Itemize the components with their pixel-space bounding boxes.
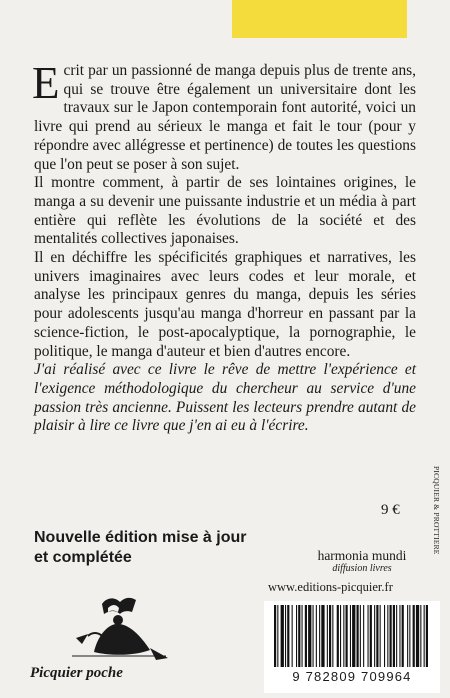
publisher-website: www.editions-picquier.fr [268, 580, 393, 594]
distributor-subtitle: diffusion livres [332, 563, 392, 574]
edition-note [34, 528, 274, 568]
distributor-name: harmonia mundi [317, 548, 407, 563]
paragraph-1 [32, 58, 416, 174]
paragraph-3: Il en déchiffre les spécificités graphiques et narratives, les univers imaginaires avec leurs codes et leur morale, et analyse les principaux genres du manga, depuis les séries pour adolescents jusqu'au manga d'horreur en passant par la science-fiction, le post-apocalyptique, la pornographie, le politique, le manga d'auteur et bien d'autres encore. [34, 249, 416, 360]
author-quote: J'ai réalisé avec ce livre le rêve de mettre l'expérience et l'exigence méthodologique du chercheur au service d'une passion très ancienne. Puissent les lecteurs prendre autant de plaisir à lire ce livre que j'en ai eu à l'écrire. [34, 361, 416, 435]
publisher-vertical-logo: PICQUIER & PROTTIERE [432, 466, 441, 555]
barcode-icon [270, 605, 434, 669]
back-cover-description [32, 58, 416, 436]
price-label: 9 € [381, 502, 400, 518]
edition-note-line-1: Nouvelle édition mise à jour [34, 529, 247, 546]
edition-note-line-2: et complétée [34, 549, 132, 566]
series-name: Picquier poche [30, 665, 123, 681]
isbn-digits: 9 782809 709964 [292, 669, 412, 684]
isbn-barcode [264, 601, 440, 693]
reading-figure-logo-icon [58, 582, 180, 662]
distributor-logo [302, 548, 422, 574]
paragraph-2: Il montre comment, à partir de ses lointaines origines, le manga a su devenir une puissante industrie et un média à part entière qui reflète les évolutions de la société et des mentalités collectives japonaises. [34, 174, 416, 248]
yellow-color-band [232, 0, 407, 38]
drop-cap: E [32, 58, 60, 108]
paragraph-1-text: crit par un passionné de manga depuis plus de trente ans, qui se trouve être également un universitaire dont les travaux sur le Japon contemporain font autorité, voici un livre qui prend au sérieux le manga et fait le tour (pour y répondre avec allégresse et pertinence) de toutes les questions que l'on peut se poser à son sujet. [34, 62, 416, 173]
